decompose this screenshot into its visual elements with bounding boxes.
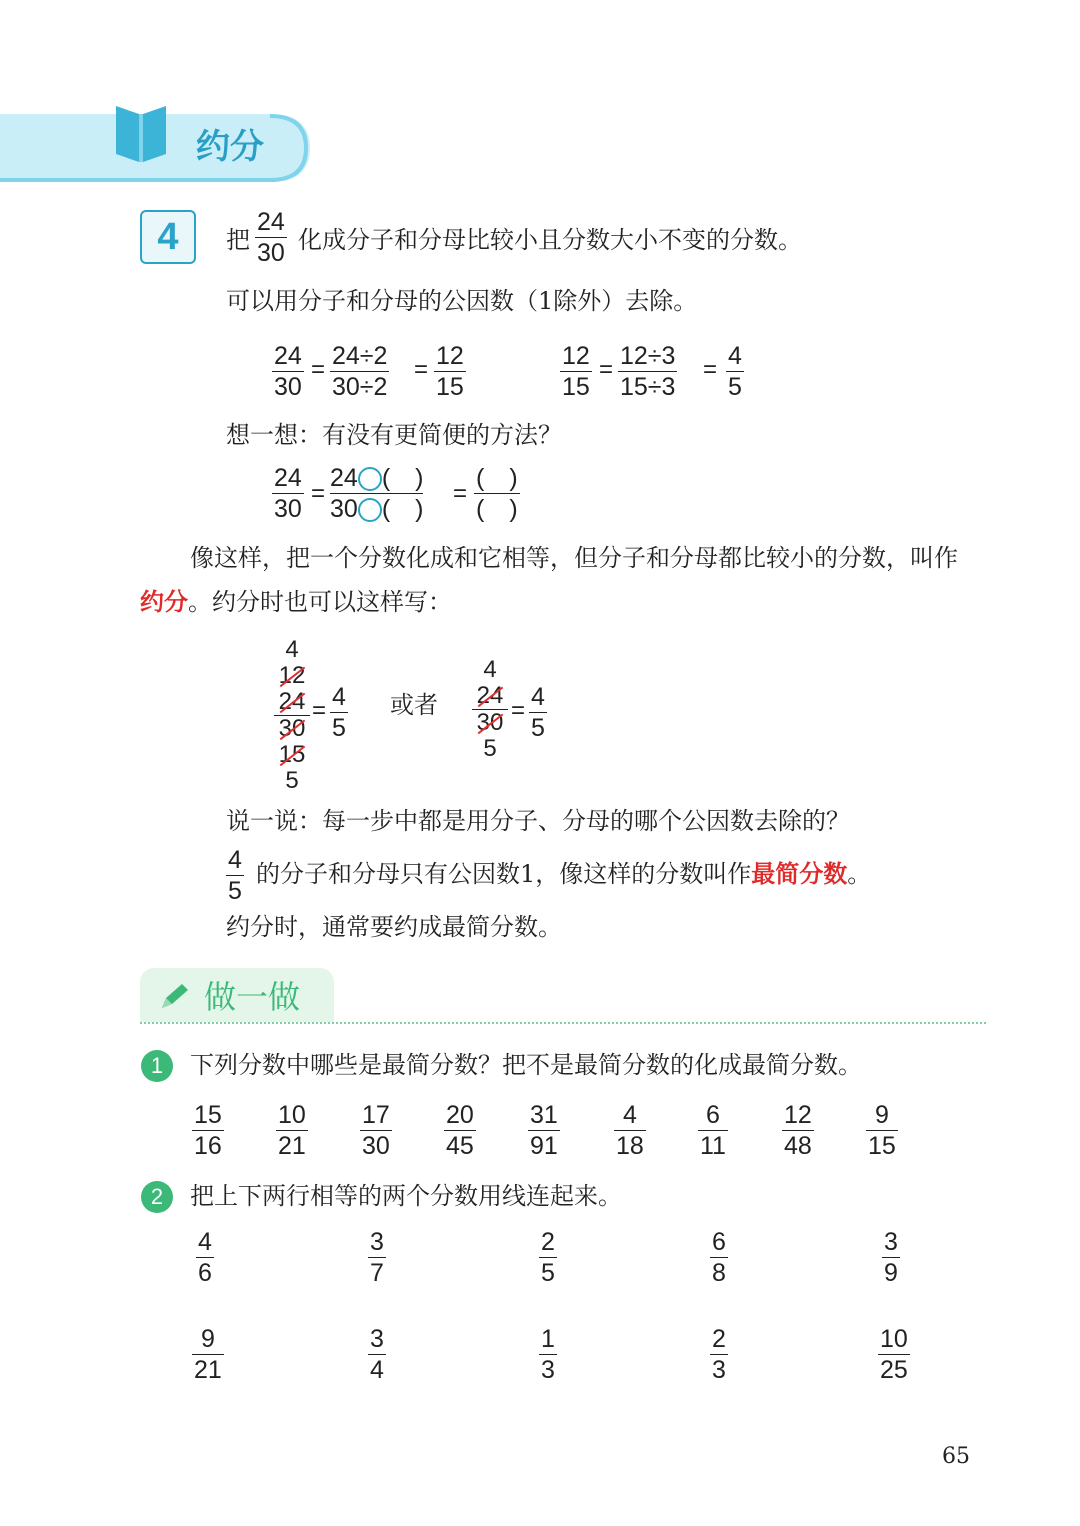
equals-sign: =: [453, 480, 468, 507]
definition-line2: [140, 587, 452, 617]
denominator: 91: [530, 1132, 558, 1160]
q2-top-fraction[interactable]: [710, 1228, 728, 1287]
q1-number-badge: 1: [141, 1050, 173, 1082]
numerator: 10: [880, 1325, 908, 1353]
book-icon: [114, 102, 168, 168]
chain1-frac-2: 24÷2 30÷2: [332, 342, 388, 401]
denominator: 18: [616, 1132, 644, 1160]
q2-top-fraction[interactable]: [196, 1228, 214, 1287]
blank-frac-3: [474, 464, 520, 523]
numerator: 3: [884, 1228, 898, 1256]
q2-bottom-fraction[interactable]: [710, 1325, 728, 1384]
denominator: 25: [880, 1356, 908, 1384]
numerator: 9: [200, 1325, 215, 1353]
definition-text: 像这样，把一个分数化成和它相等，但分子和分母都比较小的分数，叫作: [190, 544, 958, 572]
term-yuefen: 约分: [140, 587, 188, 616]
numerator: 10: [278, 1101, 306, 1129]
equals-sign: =: [312, 697, 327, 724]
q2-top-fraction[interactable]: [882, 1228, 900, 1287]
numerator: 4: [198, 1228, 212, 1256]
demo1-result: 4 5: [332, 683, 346, 742]
chain1-frac-1: 24 30: [274, 342, 302, 401]
q1-fraction[interactable]: [276, 1101, 308, 1160]
q1-fraction[interactable]: [866, 1101, 898, 1160]
q1-fraction[interactable]: [192, 1101, 224, 1160]
denominator: 7: [370, 1259, 384, 1287]
equals-sign: =: [311, 356, 326, 383]
q1-fraction[interactable]: [698, 1101, 728, 1160]
line1-text: 化成分子和分母比较小且分数大小不变的分数。: [298, 226, 802, 254]
practice-title: 做一做: [204, 978, 301, 1016]
term-simplest: 最简分数: [751, 859, 848, 888]
denominator: 3: [712, 1356, 726, 1384]
denominator: 4: [370, 1356, 384, 1384]
denominator: 16: [194, 1132, 222, 1160]
denominator: 30: [362, 1132, 390, 1160]
example-number-badge: [140, 210, 196, 264]
operator-blank-circle[interactable]: [358, 498, 382, 522]
chain2-frac-2: 12÷3 15÷3: [620, 342, 676, 401]
blank-paren[interactable]: ( ): [476, 495, 518, 523]
cancellation-demo-1: 4 12 24 30 15 5: [274, 637, 310, 794]
equals-sign: =: [511, 697, 526, 724]
numerator: 6: [706, 1101, 720, 1129]
page-number: 65: [942, 1444, 970, 1469]
page-title: 约分: [196, 127, 264, 167]
q2-top-fraction[interactable]: [368, 1228, 386, 1287]
denominator: 6: [198, 1259, 212, 1287]
chain1-frac-3: 12 15: [436, 342, 464, 401]
numerator: 2: [712, 1325, 726, 1353]
operator-blank-circle[interactable]: [358, 467, 382, 491]
numerator: 20: [446, 1101, 474, 1129]
denominator: 48: [784, 1132, 812, 1160]
numerator: 17: [362, 1101, 390, 1129]
blank-frac-1: 24 30: [274, 464, 302, 523]
denominator: 8: [712, 1259, 726, 1287]
q2-number-badge: 2: [141, 1181, 173, 1213]
main-fraction: [255, 208, 287, 267]
q1-fraction[interactable]: [444, 1101, 476, 1160]
denominator: 30: [257, 239, 285, 267]
blank-paren[interactable]: ( ): [476, 464, 518, 492]
numerator: 2: [541, 1228, 555, 1256]
think-prompt: 想一想：有没有更简便的方法？: [226, 421, 562, 449]
q1-fraction[interactable]: [528, 1101, 560, 1160]
definition-continue: 。约分时也可以这样写：: [188, 588, 452, 616]
numerator: 4: [622, 1101, 637, 1129]
equals-sign: =: [703, 356, 718, 383]
numerator: 3: [370, 1325, 384, 1353]
blank-frac-2: 24 ( ) 30 ( ): [330, 464, 424, 523]
q2-top-fraction[interactable]: [539, 1228, 557, 1287]
dotted-divider: [140, 1022, 986, 1024]
q2-bottom-fraction[interactable]: [878, 1325, 910, 1384]
numerator: 12: [784, 1101, 812, 1129]
note-text: 约分时，通常要约成最简分数。: [226, 913, 562, 941]
numerator: 3: [370, 1228, 384, 1256]
cancellation-demo-2: 4 24 30 5: [472, 657, 508, 762]
simplest-definition: 的分子和分母只有公因数1，像这样的分数叫作最简分数。: [256, 859, 872, 888]
blank-paren[interactable]: ( ): [381, 464, 424, 492]
denominator: 45: [446, 1132, 474, 1160]
q2-text: 把上下两行相等的两个分数用线连起来。: [190, 1182, 622, 1210]
say-prompt: 说一说：每一步中都是用分子、分母的哪个公因数去除的？: [226, 807, 850, 835]
numerator: 24: [257, 208, 285, 236]
line2-text: 可以用分子和分母的公因数（1除外）去除。: [226, 287, 698, 315]
numerator: 1: [541, 1325, 555, 1353]
denominator: 21: [194, 1356, 222, 1384]
numerator: 31: [530, 1101, 558, 1129]
chain2-frac-3: 4 5: [728, 342, 742, 401]
q1-fraction[interactable]: [614, 1101, 646, 1160]
numerator: 15: [194, 1101, 222, 1129]
equals-sign: =: [311, 480, 326, 507]
q2-bottom-fraction[interactable]: [368, 1325, 386, 1384]
equals-sign: =: [599, 356, 614, 383]
denominator: 9: [884, 1259, 898, 1287]
denominator: 21: [278, 1132, 306, 1160]
numerator: 9: [874, 1101, 889, 1129]
numerator: 6: [712, 1228, 726, 1256]
simple-fraction: 4 5: [228, 846, 242, 905]
denominator: 5: [541, 1259, 555, 1287]
demo2-result: 4 5: [531, 683, 545, 742]
denominator: 15: [868, 1132, 896, 1160]
q1-fraction[interactable]: [782, 1101, 814, 1160]
blank-paren[interactable]: ( ): [381, 495, 424, 523]
denominator: 11: [700, 1132, 726, 1160]
q2-bottom-fraction[interactable]: [539, 1325, 557, 1384]
pencil-icon: [158, 982, 192, 1016]
equals-sign: =: [414, 356, 429, 383]
or-text: 或者: [390, 691, 438, 719]
q1-text: 下列分数中哪些是最简分数？把不是最简分数的化成最简分数。: [190, 1051, 862, 1079]
line1-prefix: 把: [226, 226, 250, 254]
example-number: 4: [157, 215, 179, 258]
denominator: 3: [541, 1356, 555, 1384]
q1-fraction[interactable]: [360, 1101, 392, 1160]
chain2-frac-1: 12 15: [562, 342, 590, 401]
q2-bottom-fraction[interactable]: [192, 1325, 224, 1384]
